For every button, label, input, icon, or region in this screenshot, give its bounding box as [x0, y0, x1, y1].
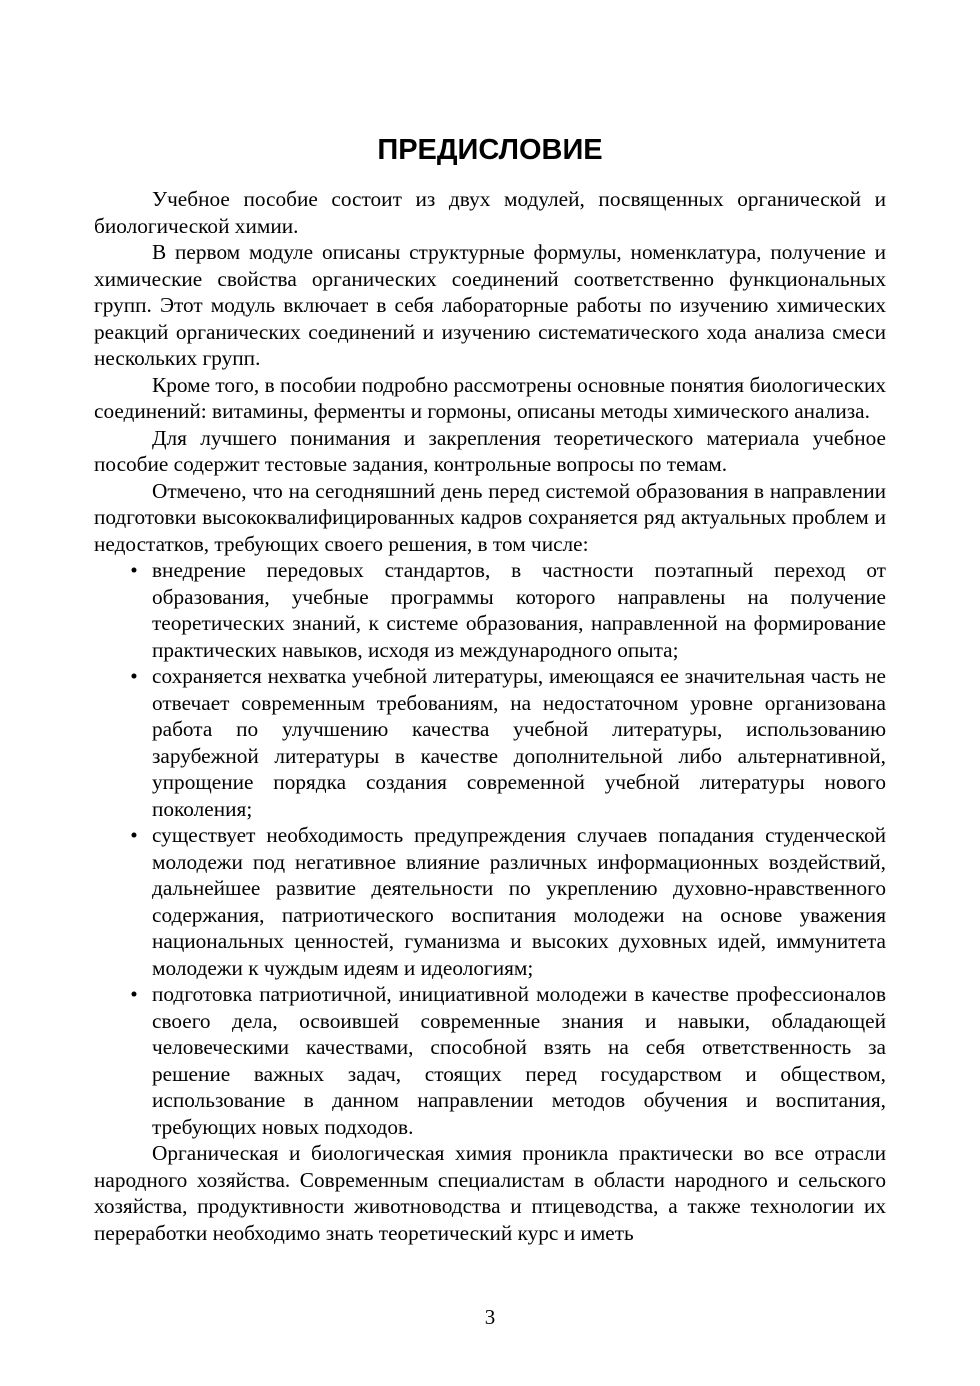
list-item — [94, 981, 886, 1140]
paragraph-tests: Для лучшего понимания и закрепления теоретического материала учебное пособие содержит тестовые задания, контрольные вопросы по темам. — [94, 425, 886, 476]
bullet-icon: • — [130, 558, 138, 582]
paragraph-conclusion: Органическая и биологическая химия проникла практически во все отрасли народного хозяйства. Современным специалистам в области народного и сельского хозяйства, продуктивности животноводства и птицеводства, а также технологии их переработки необходимо знать теоретический курс и иметь — [94, 1141, 886, 1245]
list-item — [94, 557, 886, 663]
bullet-icon: • — [130, 823, 138, 847]
bullet-icon: • — [130, 664, 138, 688]
problems-list — [94, 557, 886, 1140]
list-item-text: внедрение передовых стандартов, в частности поэтапный переход от образования, учебные программы которого направлены на получение теоретических знаний, к системе образования, направленной на формирование практических навыков, исходя из международного опыта; — [152, 558, 886, 662]
paragraph-problems: Отмечено, что на сегодняшний день перед системой образования в направлении подготовки высококвалифицированных кадров сохраняется ряд актуальных проблем и недостатков, требующих своего решения, в том числе: — [94, 478, 886, 556]
page-title: ПРЕДИСЛОВИЕ — [377, 134, 603, 166]
paragraph-first-module: В первом модуле описаны структурные формулы, номенклатура, получение и химические свойства органических соединений соответственно функциональных групп. Этот модуль включает в себя лабораторные работы по изучению химических реакций органических соединений и изучению систематического хода анализа смеси нескольких групп. — [94, 240, 886, 370]
paragraph-intro: Учебное пособие состоит из двух модулей, посвященных органической и биологической химии. — [94, 187, 886, 238]
paragraph-biological-compounds: Кроме того, в пособии подробно рассмотрены основные понятия биологических соединений: витамины, ферменты и гормоны, описаны методы химического анализа. — [94, 372, 886, 423]
bullet-icon: • — [130, 982, 138, 1006]
list-item — [94, 822, 886, 981]
page-number: 3 — [484, 1305, 496, 1329]
list-item-text: сохраняется нехватка учебной литературы, имеющаяся ее значительная часть не отвечает современным требованиям, на недостаточном уровне организована работа по улучшению качества учебной литературы, использованию зарубежной литературы в качестве дополнительной либо альтернативной, упрощение порядка создания современной учебной литературы нового поколения; — [152, 664, 886, 821]
list-item-text: существует необходимость предупреждения случаев попадания студенческой молодежи под негативное влияние различных информационных воздействий, дальнейшее развитие деятельности по укреплению духовно-нравственного содержания, патриотического воспитания молодежи на основе уважения национальных ценностей, гуманизма и высоких духовных идей, иммунитета молодежи к чуждым идеям и идеологиям; — [152, 823, 886, 980]
list-item-text: подготовка патриотичной, инициативной молодежи в качестве профессионалов своего дела, освоившей современные знания и навыки, обладающей человеческими качествами, способной взять на себя ответственность за решение важных задач, стоящих перед государством и обществом, использование в данном направлении методов обучения и воспитания, требующих новых подходов. — [152, 982, 886, 1139]
list-item — [94, 663, 886, 822]
body-text — [94, 186, 886, 1246]
